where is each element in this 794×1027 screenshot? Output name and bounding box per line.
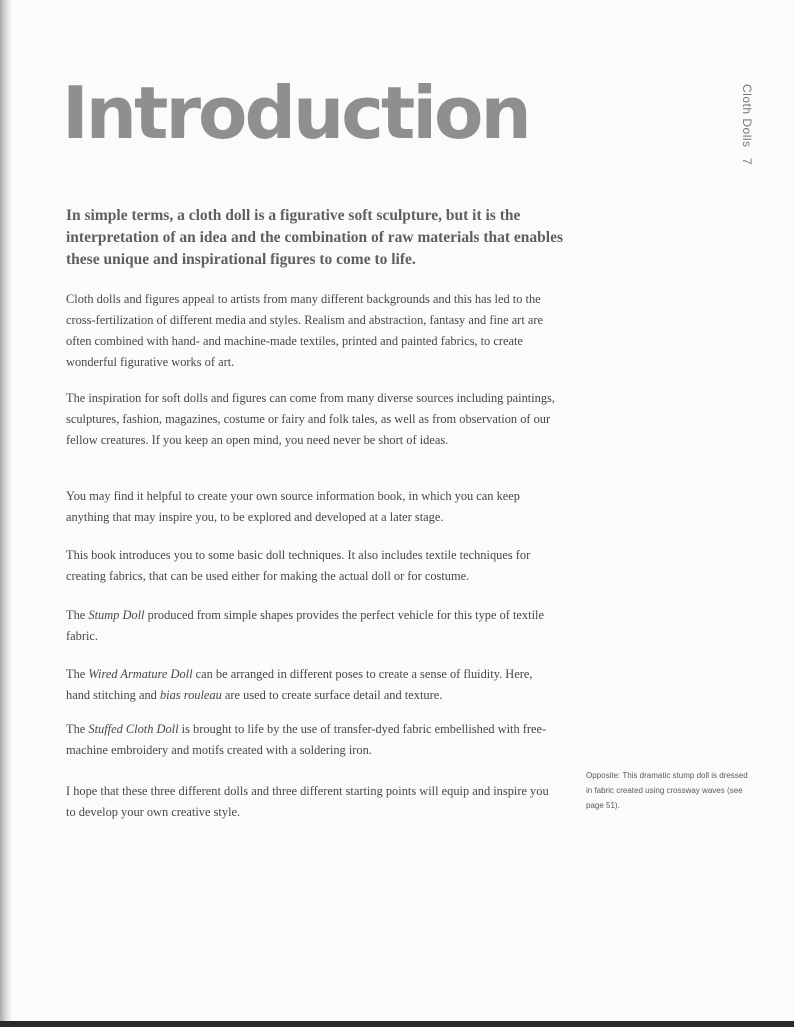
page-title: Introduction xyxy=(62,71,529,155)
body-paragraph-7 xyxy=(66,719,558,761)
p5-text-post: produced from simple shapes provides the perfect vehicle for this type of textile fabric. xyxy=(66,608,544,643)
body-paragraph-8: I hope that these three different dolls and three different starting points will equip and inspire you to develop your own creative style. xyxy=(66,784,549,819)
body-paragraph-4: This book introduces you to some basic doll techniques. It also includes textile techniques for creating fabrics, that can be used either for making the actual doll or for costume. xyxy=(66,548,531,583)
p6-text-pre: The xyxy=(66,667,89,681)
running-head-book-title: Cloth Dolls xyxy=(740,84,754,148)
p7-italic-stuffed-cloth-doll: Stuffed Cloth Doll xyxy=(88,722,179,736)
body-paragraph-3: You may find it helpful to create your own source information book, in which you can keep anything that may inspire you, to be explored and developed at a later stage. xyxy=(66,489,520,524)
page-bottom-edge xyxy=(0,1021,794,1027)
body-paragraph-1: Cloth dolls and figures appeal to artists from many different backgrounds and this has led to the cross-fertilization of different media and styles. Realism and abstraction, fantasy and fine art are often combined with hand- and machine-made textiles, printed and painted fabrics, to create wonderful figurative works of art. xyxy=(66,292,543,369)
body-paragraph-6 xyxy=(66,664,558,706)
running-head-page-number: 7 xyxy=(740,158,754,166)
figure-caption: Opposite: This dramatic stump doll is dressed in fabric created using crossway waves (see page 51). xyxy=(586,771,748,810)
lead-paragraph: In simple terms, a cloth doll is a figurative soft sculpture, but it is the interpretation of an idea and the combination of raw materials that enables these unique and inspirational figures to come to life. xyxy=(66,207,563,268)
body-paragraph-2: The inspiration for soft dolls and figures can come from many diverse sources including paintings, sculptures, fashion, magazines, costume or fairy and folk tales, as well as from observation of our fellow creatures. If you keep an open mind, you need never be short of ideas. xyxy=(66,391,555,447)
p5-italic-stump-doll: Stump Doll xyxy=(88,608,145,622)
p6-italic-wired-armature-doll: Wired Armature Doll xyxy=(88,667,193,681)
p7-text-pre: The xyxy=(66,722,89,736)
page-binding-shadow xyxy=(0,0,12,1027)
p6-text-mid: can be arranged in different poses to create a sense of fluidity. Here, hand stitching and xyxy=(66,667,533,702)
p6-text-post: are used to create surface detail and texture. xyxy=(221,688,443,702)
p5-text-pre: The xyxy=(66,608,89,622)
running-head xyxy=(740,84,754,166)
p7-text-post: is brought to life by the use of transfer-dyed fabric embellished with free-machine embroidery and motifs created with a soldering iron. xyxy=(66,722,547,757)
p6-italic-bias-rouleau: bias rouleau xyxy=(159,688,222,702)
body-paragraph-5 xyxy=(66,605,558,647)
